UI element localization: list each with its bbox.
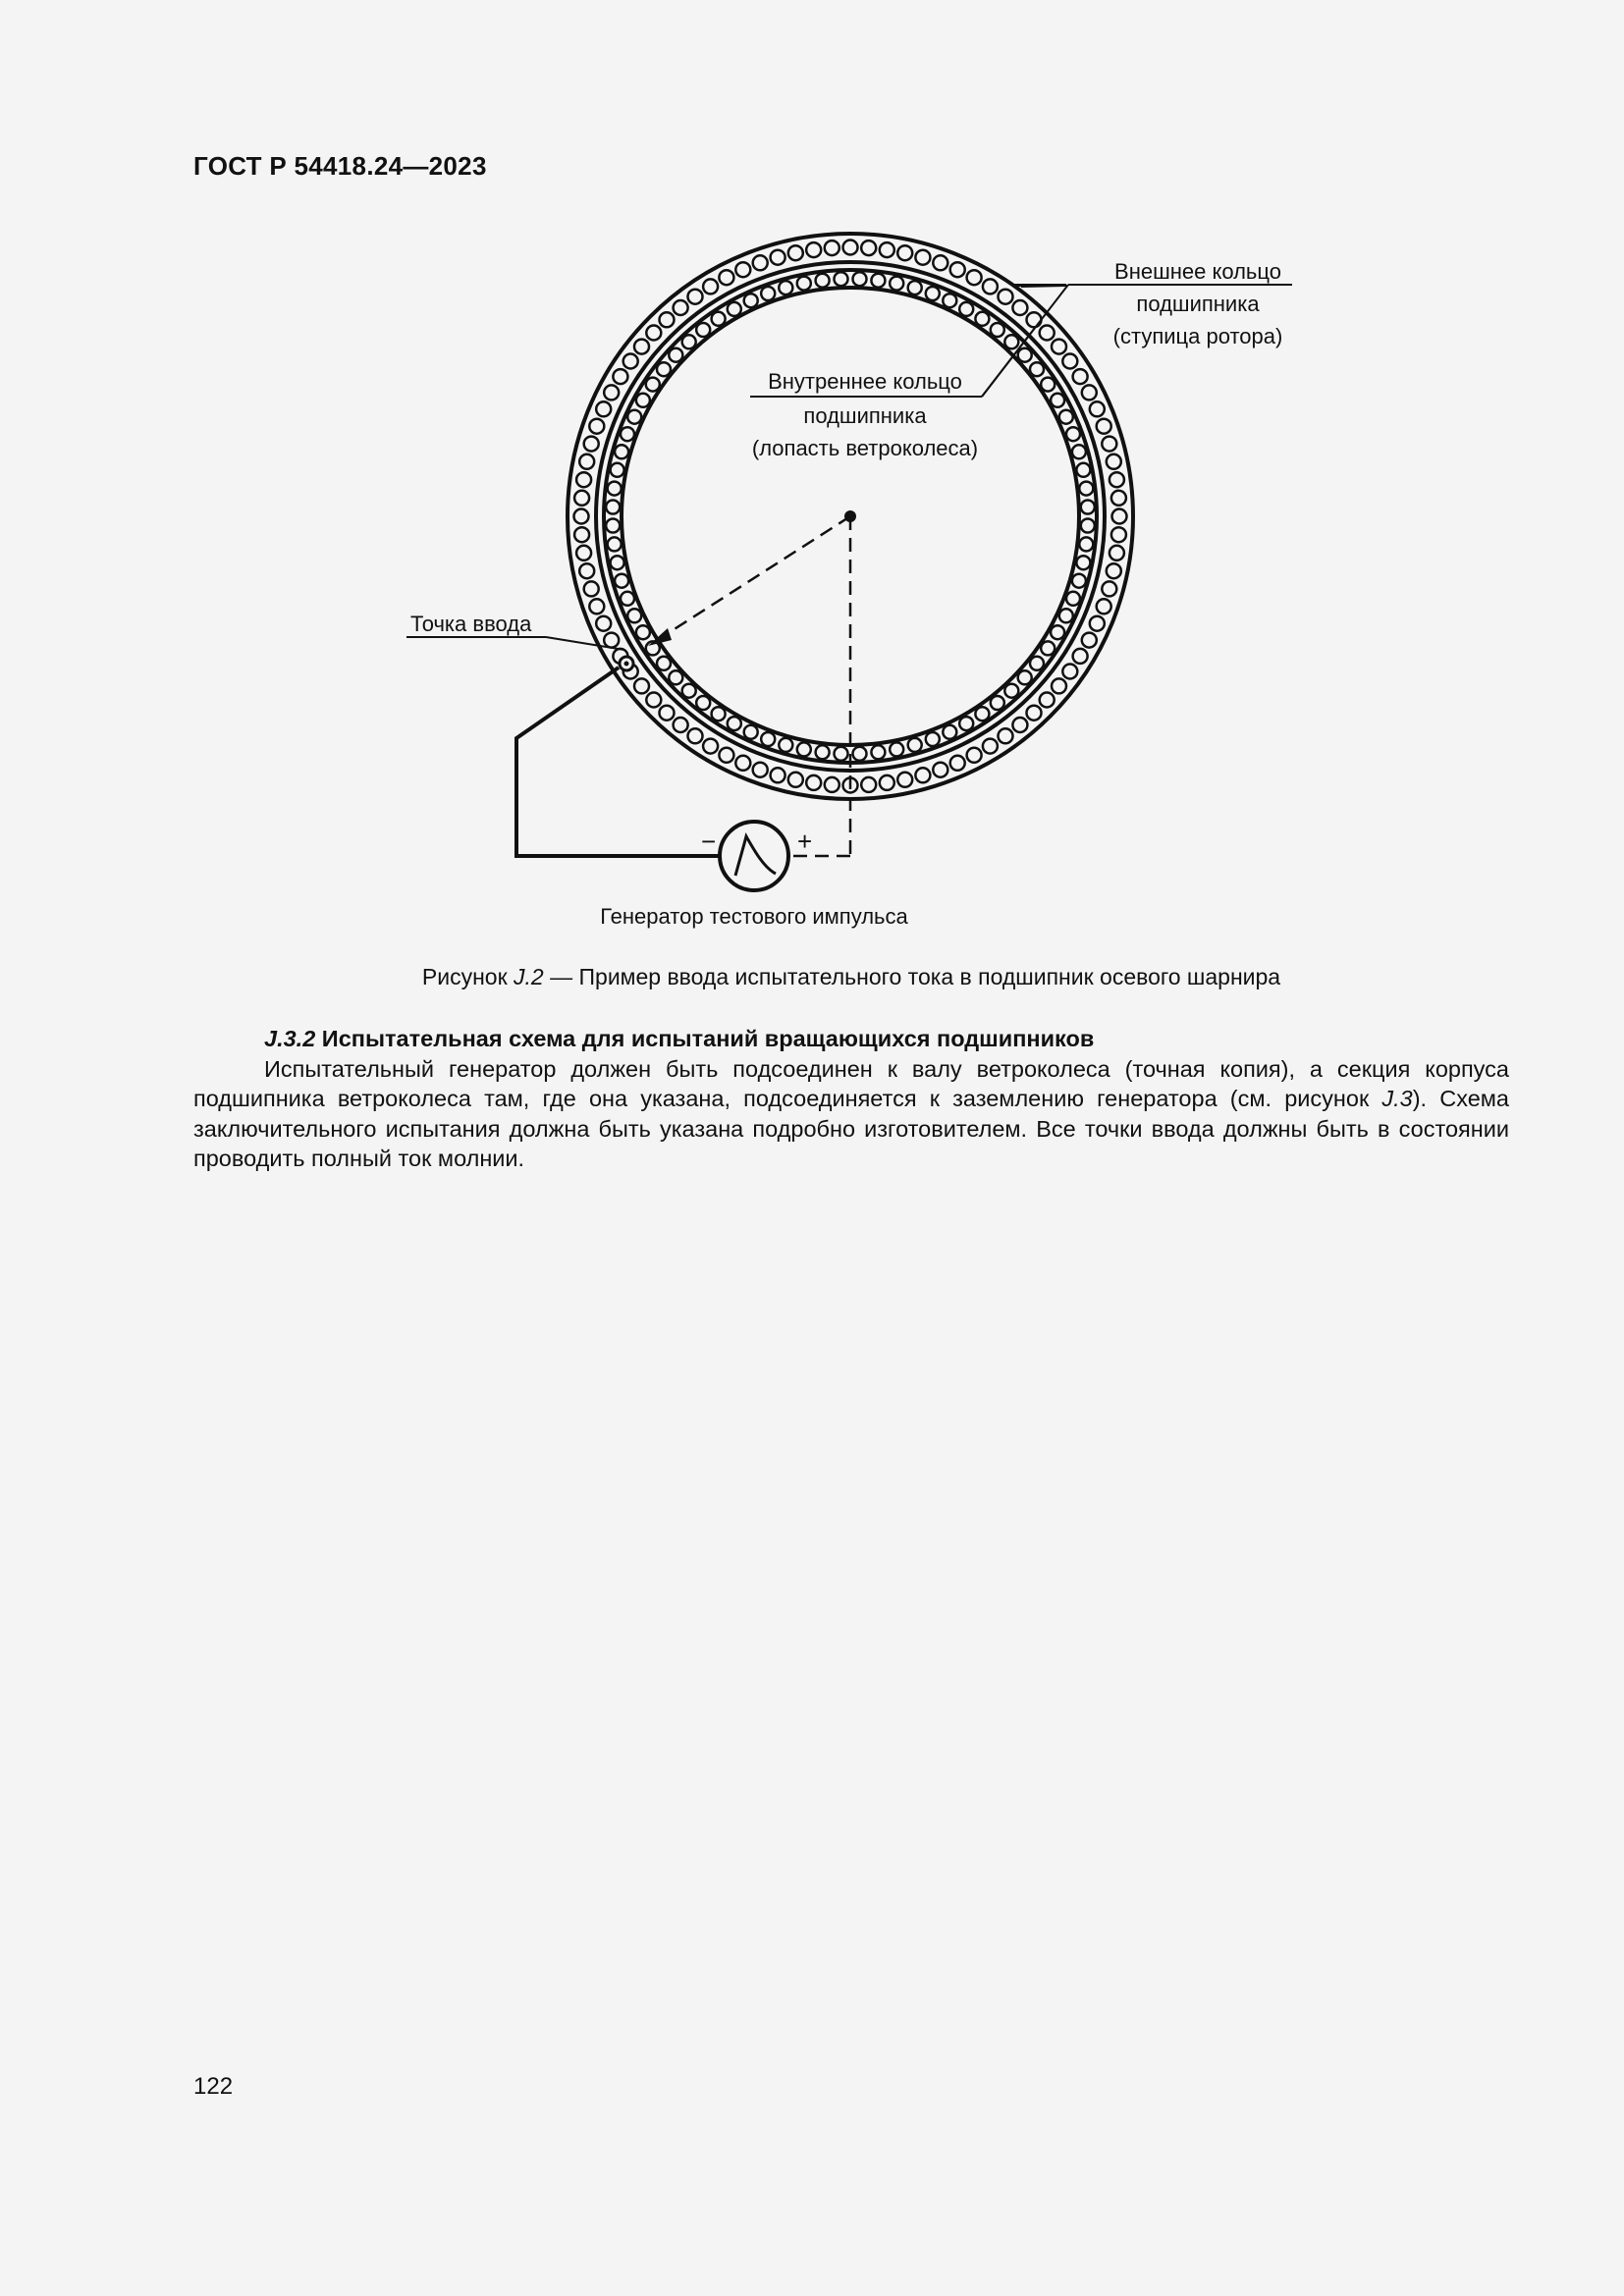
inner-ball	[1059, 609, 1073, 622]
inner-ring-label-line3: (лопасть ветроколеса)	[751, 436, 979, 460]
outer-ball	[915, 250, 930, 265]
outer-ring-label-line2: подшипника	[1136, 292, 1260, 316]
inner-ball	[627, 609, 641, 622]
outer-ball	[596, 616, 611, 631]
inner-ball	[621, 592, 634, 606]
inner-ball	[615, 574, 628, 588]
outer-ball	[788, 245, 803, 260]
inner-ball	[712, 312, 726, 326]
inner-ball	[926, 287, 940, 300]
inner-ball	[1066, 427, 1080, 441]
inner-ball	[1018, 670, 1032, 684]
outer-ball	[933, 763, 947, 777]
outer-ball	[660, 312, 675, 327]
outer-ball	[646, 693, 661, 708]
inner-ball	[908, 281, 922, 294]
section-title-text: Испытательная схема для испытаний вращающихся подшипников	[315, 1026, 1095, 1051]
outer-ball	[1090, 616, 1105, 631]
inner-ball	[871, 274, 885, 288]
outer-ball	[1027, 706, 1042, 721]
outer-ball	[574, 509, 589, 524]
outer-ball	[1073, 369, 1088, 384]
outer-ball	[1110, 472, 1124, 487]
inner-ball	[615, 445, 628, 458]
inner-ball	[779, 738, 792, 752]
inner-ball	[797, 277, 811, 291]
section-body-part2: ). Схема заключительного испытания должна быть указана подробно изготовителем. Все точки ввода должны быть в состоянии проводить полный ток молнии.	[193, 1086, 1509, 1171]
inner-ball	[728, 302, 741, 316]
outer-ball	[788, 773, 803, 787]
inner-ball	[835, 747, 848, 761]
inner-ball	[1051, 625, 1064, 639]
inner-ball	[657, 362, 671, 376]
inner-ball	[1030, 362, 1044, 376]
inner-ball	[797, 742, 811, 756]
inner-ball	[1079, 482, 1093, 496]
outer-ball	[861, 240, 876, 255]
outer-ball	[1073, 649, 1088, 664]
outer-ball	[688, 728, 703, 743]
outer-ball	[613, 369, 627, 384]
outer-ball	[574, 491, 589, 506]
inner-ball	[696, 323, 710, 337]
section-title	[193, 1024, 1509, 1054]
page-number: 122	[193, 2073, 234, 2100]
outer-ball	[880, 242, 894, 257]
outer-ball	[1097, 419, 1111, 434]
outer-ball	[967, 270, 982, 285]
inner-ball	[1051, 394, 1064, 407]
section-body-figure-ref: J.3	[1381, 1086, 1413, 1111]
inner-ball	[1018, 348, 1032, 362]
inner-ball	[1041, 641, 1055, 655]
inner-ball	[991, 323, 1004, 337]
inner-ball	[761, 287, 775, 300]
inner-ball	[1004, 684, 1018, 698]
outer-ball	[1052, 340, 1066, 354]
outer-ball	[646, 326, 661, 341]
document-header: ГОСТ Р 54418.24—2023	[193, 151, 487, 181]
outer-ball	[1107, 454, 1121, 469]
outer-ball	[719, 748, 733, 763]
inner-ball	[1030, 657, 1044, 670]
inner-ball	[1076, 463, 1090, 477]
outer-ball	[967, 748, 982, 763]
outer-ball	[604, 633, 619, 648]
outer-ball	[574, 527, 589, 542]
inner-ring-label-line1: Внутреннее кольцо	[768, 369, 962, 394]
inner-ball	[779, 281, 792, 294]
outer-ball	[735, 756, 750, 771]
outer-ball	[604, 385, 619, 400]
entry-point-label: Точка ввода	[410, 612, 532, 636]
outer-ball	[1097, 599, 1111, 614]
outer-ball	[1027, 312, 1042, 327]
inner-ball	[669, 348, 682, 362]
inner-ball	[1081, 501, 1095, 514]
inner-ball	[890, 742, 903, 756]
outer-ball	[589, 599, 604, 614]
inner-ball	[890, 277, 903, 291]
outer-ball	[634, 678, 649, 693]
inner-ball	[1066, 592, 1080, 606]
inner-ball	[816, 274, 830, 288]
inner-ball	[926, 732, 940, 746]
outer-ball	[1012, 718, 1027, 732]
outer-ball	[933, 255, 947, 270]
outer-ball	[703, 739, 718, 754]
outer-ball	[584, 581, 599, 596]
outer-ball	[1090, 401, 1105, 416]
inner-ball	[1081, 519, 1095, 533]
bearing-diagram	[0, 0, 1624, 982]
outer-ball	[1052, 678, 1066, 693]
inner-ball	[1072, 445, 1086, 458]
inner-ball	[871, 745, 885, 759]
inner-ball	[975, 707, 989, 721]
inner-ball	[1004, 335, 1018, 348]
generator-label: Генератор тестового импульса	[600, 904, 908, 929]
inner-ball	[761, 732, 775, 746]
inner-ball	[816, 745, 830, 759]
generator-symbol	[720, 822, 788, 890]
outer-ball	[950, 262, 965, 277]
outer-ball	[735, 262, 750, 277]
section-body-part1: Испытательный генератор должен быть подсоединен к валу ветроколеса (точная копия), а секция корпуса подшипника ветроколеса там, где она указана, подсоединяется к заземлению генератора (см. рисунок	[193, 1055, 1509, 1111]
outer-ball	[634, 340, 649, 354]
outer-ball	[825, 777, 839, 792]
inner-ball	[835, 272, 848, 286]
outer-ball	[1111, 527, 1126, 542]
outer-ball	[589, 419, 604, 434]
inner-ball	[853, 272, 867, 286]
outer-ball	[703, 279, 718, 294]
outer-ball	[1107, 563, 1121, 578]
outer-ball	[1062, 354, 1077, 369]
outer-ball	[623, 354, 638, 369]
figure-caption	[193, 964, 1509, 990]
outer-ball	[1110, 546, 1124, 561]
outer-ball	[880, 775, 894, 790]
inner-ball	[682, 335, 696, 348]
inner-ball	[657, 657, 671, 670]
outer-ball	[983, 279, 998, 294]
outer-ball	[843, 240, 858, 255]
inner-ball	[1041, 378, 1055, 392]
outer-ball	[576, 472, 591, 487]
inner-ball	[606, 519, 620, 533]
inner-ball	[636, 394, 650, 407]
outer-ball	[771, 250, 785, 265]
outer-ball	[660, 706, 675, 721]
outer-ball	[771, 768, 785, 782]
inner-ball	[606, 501, 620, 514]
outer-ball	[688, 290, 703, 304]
inner-ball	[621, 427, 634, 441]
inner-ball	[959, 302, 973, 316]
section-body	[193, 1054, 1509, 1174]
outer-ball	[674, 718, 688, 732]
caption-number: J.2	[514, 964, 544, 989]
outer-ball	[753, 255, 768, 270]
inner-ball	[669, 670, 682, 684]
section-number: J.3.2	[264, 1026, 316, 1051]
outer-ball	[1040, 326, 1055, 341]
caption-prefix: Рисунок	[421, 964, 514, 989]
inner-ball	[712, 707, 726, 721]
inner-ball	[611, 463, 624, 477]
generator-minus-label: −	[701, 827, 717, 856]
inner-ball	[943, 294, 956, 307]
inner-ball	[636, 625, 650, 639]
inner-ball	[608, 537, 622, 551]
inner-ball	[975, 312, 989, 326]
inner-ball	[627, 410, 641, 424]
outer-ball	[1082, 385, 1097, 400]
outer-ball	[579, 454, 594, 469]
dashed-path-diagonal	[656, 516, 850, 641]
outer-ball	[897, 245, 912, 260]
section-j-3-2	[193, 1024, 1509, 1174]
outer-ball	[576, 546, 591, 561]
outer-ball	[983, 739, 998, 754]
inner-ball	[744, 294, 758, 307]
outer-ball	[1102, 581, 1116, 596]
outer-ball	[950, 756, 965, 771]
outer-ball	[806, 242, 821, 257]
outer-ball	[1012, 300, 1027, 315]
outer-ball	[1082, 633, 1097, 648]
outer-ball	[1112, 509, 1127, 524]
outer-ball	[1111, 491, 1126, 506]
inner-ball	[682, 684, 696, 698]
inner-ball	[696, 696, 710, 710]
inner-ball	[943, 725, 956, 739]
outer-ball	[825, 240, 839, 255]
outer-ball	[861, 777, 876, 792]
inner-ball	[991, 696, 1004, 710]
inner-ball	[611, 556, 624, 569]
outer-ball	[1040, 693, 1055, 708]
entry-point-dot	[624, 662, 629, 667]
outer-ball	[999, 290, 1013, 304]
inner-ball	[1059, 410, 1073, 424]
outer-ball	[999, 728, 1013, 743]
outer-ball	[1102, 437, 1116, 452]
inner-ball	[1079, 537, 1093, 551]
generator-plus-label: +	[797, 827, 813, 856]
outer-ball	[897, 773, 912, 787]
inner-ball	[1076, 556, 1090, 569]
inner-ball	[646, 378, 660, 392]
inner-ball	[608, 482, 622, 496]
outer-ring-label-line1: Внешнее кольцо	[1114, 259, 1281, 284]
outer-ring-pointer	[1021, 286, 1066, 287]
inner-ball	[959, 717, 973, 730]
outer-ball	[579, 563, 594, 578]
inner-ring-label-line2: подшипника	[803, 403, 927, 428]
outer-ball	[1062, 665, 1077, 679]
inner-ball	[908, 738, 922, 752]
inner-ball	[744, 725, 758, 739]
outer-ball	[806, 775, 821, 790]
outer-ball	[674, 300, 688, 315]
outer-ball	[915, 768, 930, 782]
outer-ball	[584, 437, 599, 452]
outer-ball	[596, 401, 611, 416]
inner-ball	[728, 717, 741, 730]
outer-ball	[753, 763, 768, 777]
inner-ball	[1072, 574, 1086, 588]
inner-ball	[853, 747, 867, 761]
caption-text: — Пример ввода испытательного тока в подшипник осевого шарнира	[543, 964, 1281, 989]
outer-ring-label-line3: (ступица ротора)	[1112, 324, 1283, 348]
outer-ball	[719, 270, 733, 285]
